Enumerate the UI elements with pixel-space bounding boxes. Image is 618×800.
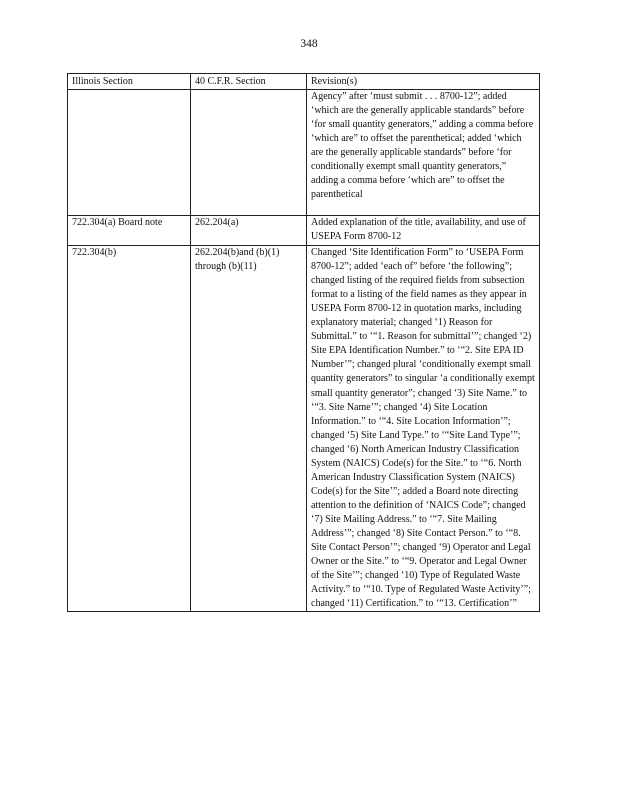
cell-revision: Added explanation of the title, availability, and use of USEPA Form 8700-12 (307, 216, 540, 246)
header-revisions: Revision(s) (307, 74, 540, 90)
table-row (68, 216, 540, 246)
page-number: 348 (300, 38, 318, 50)
cell-cfr-section (191, 90, 307, 216)
table-header-row (68, 74, 540, 90)
cell-illinois-section (68, 90, 191, 216)
cell-cfr-section: 262.204(a) (191, 216, 307, 246)
cell-illinois-section: 722.304(a) Board note (68, 216, 191, 246)
table-row (68, 246, 540, 612)
header-cfr-section: 40 C.F.R. Section (191, 74, 307, 90)
cell-revision: Agency” after ‘must submit . . . 8700-12”; added ‘which are the generally applicable standards” before ‘for small quantity generators,” adding a comma before ‘which are” to offset the parenthetical; added ‘which are the generally applicable standards” before ‘for conditionally exempt small quantity generators,” adding a comma before ‘which are” to offset the parenthetical (307, 90, 540, 216)
cell-illinois-section: 722.304(b) (68, 246, 191, 612)
table-row (68, 90, 540, 216)
cell-cfr-section: 262.204(b)and (b)(1) through (b)(11) (191, 246, 307, 612)
header-illinois-section: Illinois Section (68, 74, 191, 90)
revisions-table (67, 73, 540, 612)
cell-revision: Changed ‘Site Identification Form” to ‘USEPA Form 8700-12”; added ‘each of” before ‘the following”; changed listing of the required fields from subsection format to a listing of the field names as they appear in USEPA Form 8700-12 in quotation marks, including explanatory material; changed ‘1) Reason for Submittal.” to ‘“1. Reason for submittal’”; changed ‘2) Site EPA Identification Number.” to ‘“2. Site EPA ID Number’”; changed plural ‘conditionally exempt small quantity generators” to singular ‘a conditionally exempt small quantity generator”; changed ‘3) Site Name.” to ‘“3. Site Name’”; changed ‘4) Site Location Information.” to ‘“4. Site Location Information’”; changed ‘5) Site Land Type.” to ‘“Site Land Type’”; changed ‘6) North American Industry Classification System (NAICS) Code(s) for the Site.” to ‘“6. North American Industry Classification System (NAICS) Code(s) for the Site’”; added a Board note directing attention to the definition of ‘NAICS Code”; changed ‘7) Site Mailing Address.” to ‘“7. Site Mailing Address’”; changed ‘8) Site Contact Person.” to ‘“8. Site Contact Person’”; changed ‘9) Operator and Legal Owner or the Site.” to ‘“9. Operator and Legal Owner of the Site’”; changed ‘10) Type of Regulated Waste Activity.” to ‘“10. Type of Regulated Waste Activity’”; changed ‘11) Certification.” to ‘“13. Certification’” (307, 246, 540, 612)
